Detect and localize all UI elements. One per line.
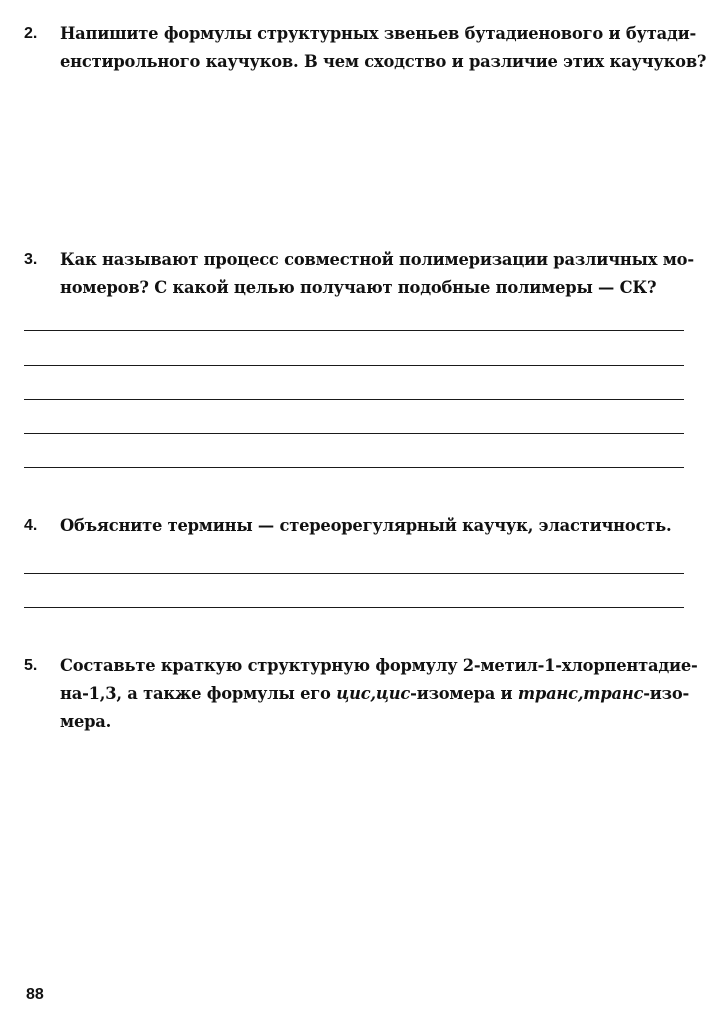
task-5 [24,652,698,736]
task-text [60,20,707,76]
task-number: 2. [24,25,38,42]
task-text-fragment: -изо- [643,684,690,703]
answer-line[interactable] [24,607,684,608]
answer-line[interactable] [24,467,684,468]
trans-trans-term: транс,транс [517,684,644,703]
task-text-line: Объясните термины — стереорегулярный каучук, эластичность. [60,516,672,535]
task-text [60,246,694,302]
task-2 [24,20,707,76]
task-text-line [60,680,690,708]
task-3 [24,246,694,302]
page-number: 88 [26,986,44,1003]
task-number: 3. [24,251,38,268]
task-text-line: Напишите формулы структурных звеньев бутадиенового и бутади- [60,24,697,43]
answer-line[interactable] [24,399,684,400]
answer-line[interactable] [24,330,684,331]
task-text-line: Как называют процесс совместной полимеризации различных мо- [60,250,694,269]
task-4 [24,512,684,540]
task-number: 5. [24,657,38,674]
task-text [60,652,698,736]
answer-line[interactable] [24,573,684,574]
task-number: 4. [24,517,38,534]
task-text-fragment: на-1,3, а также формулы его [60,684,337,703]
task-text-line: Составьте краткую структурную формулу 2-метил-1-хлорпентадие- [60,656,698,675]
task-text [60,512,684,540]
task-text-line: мера. [60,712,112,731]
answer-line[interactable] [24,365,684,366]
task-text-fragment: -изомера и [410,684,518,703]
cis-cis-term: цис,цис [336,684,411,703]
answer-line[interactable] [24,433,684,434]
task-text-line: енстирольного каучуков. В чем сходство и различие этих каучуков? [60,52,707,71]
task-text-line: номеров? С какой целью получают подобные полимеры — СК? [60,278,657,297]
